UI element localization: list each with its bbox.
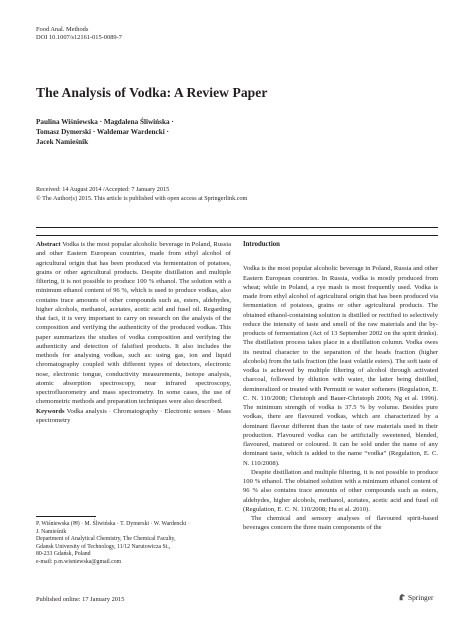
intro-paragraph-2: Despite distillation and multiple filtering, it is not possible to produce 100 % ethanol. The obtained solution with a minimum ethanol content of 96 % also contains trace amounts of other compounds such as esters, aldehydes, higher alcohols, methanol, acetates, acetic acid and fusel oil (Regulation, E. C. N. 110/2008; Hu et al. 2010). [243,468,438,513]
keywords-label: Keywords [36,407,65,415]
journal-doi: DOI 10.1007/s12161-015-0089-7 [36,34,122,41]
abstract-text: Vodka is the most popular alcoholic beverage in Poland, Russia and other Eastern European countries, made from ethyl alcohol of agricultural origin that has been produced via fermentation of potatoes, grains or other agricultural products. Despite distillation and multiple filtering, it is not possible to produce 100 % ethanol. The solution with a minimum ethanol content of 96 %, which is used to produce vodkas, also contains trace amounts of other compounds such as, esters, aldehydes, higher alcohols, methanol, acetates, acetic acid and fusel oil. Regarding that fact, it is very important to carry on research on the analysis of the composition and verifying the authenticity of the produced vodkas. This paper summarizes the studies of vodka composition and verifying the authenticity and detection of falsified products. It also includes the methods for analysing vodkas, such as: using gas, ion and liquid chromatography coupled with different types of detectors, electronic nose, electronic tongue, conductivity measurements, isotope analysis, atomic absorption spectroscopy, near infrared spectroscopy, spectrofluorometry and mass spectrometry. In some cases, the use of chemometric methods and preparation techniques were also described. [36,241,232,406]
affiliation-university: Gdansk University of Technology, 11/12 Narutowicza St., [36,543,171,550]
paper-title: The Analysis of Vodka: A Review Paper [36,85,268,100]
author-line: Tomasz Dymerski · Waldemar Wardencki · [36,128,169,136]
affiliation-authors: P. Wiśniewska (✉) · M. Śliwińska · T. Dymerski · W. Wardencki · [36,521,190,527]
left-column [36,240,231,425]
intro-paragraph-1: Vodka is the most popular alcoholic beverage in Poland, Russia and other Eastern European countries. In Russia, vodka is mostly produced from wheat; while in Poland, a rye mash is most frequently used. Vodka is made from ethyl alcohol of agricultural origin that has been produced via fermentation of potatoes, grains or other agricultural products. The obtained ethanol-containing solution is distilled or rectified to selectively reduce the intensity of taste and smell of the raw materials and the by-products of fermentation (Act of 13 September 2002 on the spirit drinks). The distillation process takes place in a distillation column. Vodka owes its neutral character to the separation of the heads fraction (higher alcohols) from the tails fraction (the least volatile esters). The soft taste of vodka is achieved by multiple filtering of alcohol through activated charcoal, followed by dilution with water, the latter being distilled, demineralized or treated with Permutit or water softeners (Regulation, E. C. N. 110/2008; Christoph and Bauer-Christoph 2006; Ng et al. 1996). The minimum strength of vodka is 37.5 % by volume. Besides pure vodkas, there are flavoured vodkas, which are characterized by a dominant flavour different than the taste of raw materials used in their production. Flavoured vodka can be artificially sweetened, blended, flavoured, matured or coloured. It can be sold under the name of any dominant taste, which is added to the name “vodka” (Regulation, E. C. N. 110/2008). [243,265,438,467]
springer-logo [398,593,433,603]
author-list [36,117,174,147]
abstract [36,240,231,407]
published-online: Published online: 17 January 2015 [36,596,125,603]
header-rule-top [36,227,438,228]
author-affiliation [36,521,231,567]
abstract-label: Abstract [36,241,61,248]
author-line: Paulina Wiśniewska · Magdalena Śliwińska · [36,118,174,126]
affiliation-email[interactable]: e-mail: p.m.wisniewska@gmail.com [36,558,122,565]
received-accepted-dates: Received: 14 August 2014 /Accepted: 7 January 2015 [36,186,170,193]
author-line: Jacek Namieśnik [36,138,89,146]
copyright-notice: © The Author(s) 2015. This article is published with open access at Springerlink.com [36,194,248,202]
springer-wordmark: Springer [408,593,434,602]
journal-name: Food Anal. Methods [36,26,89,33]
affiliation-department: Department of Analytical Chemistry, The Chemical Faculty, [36,536,176,543]
affiliation-authors-cont: J. Namieśnik [36,528,67,535]
affiliation-city: 80-233 Gdańsk, Poland [36,551,91,558]
journal-header [36,26,122,42]
right-column [243,240,438,533]
article-dates [36,186,247,203]
intro-paragraph-3: The chemical and sensory analyses of flavoured spirit-based beverages concern the three main components of the [243,515,438,532]
introduction-heading: Introduction [243,241,280,248]
keywords [36,407,231,426]
springer-horse-icon [398,593,406,603]
footnote-rule [36,516,96,517]
header-rule-bottom [36,235,438,236]
keywords-text: Vodka analysis · Chromatography · Electronic senses · Mass spectrometry [36,407,231,424]
